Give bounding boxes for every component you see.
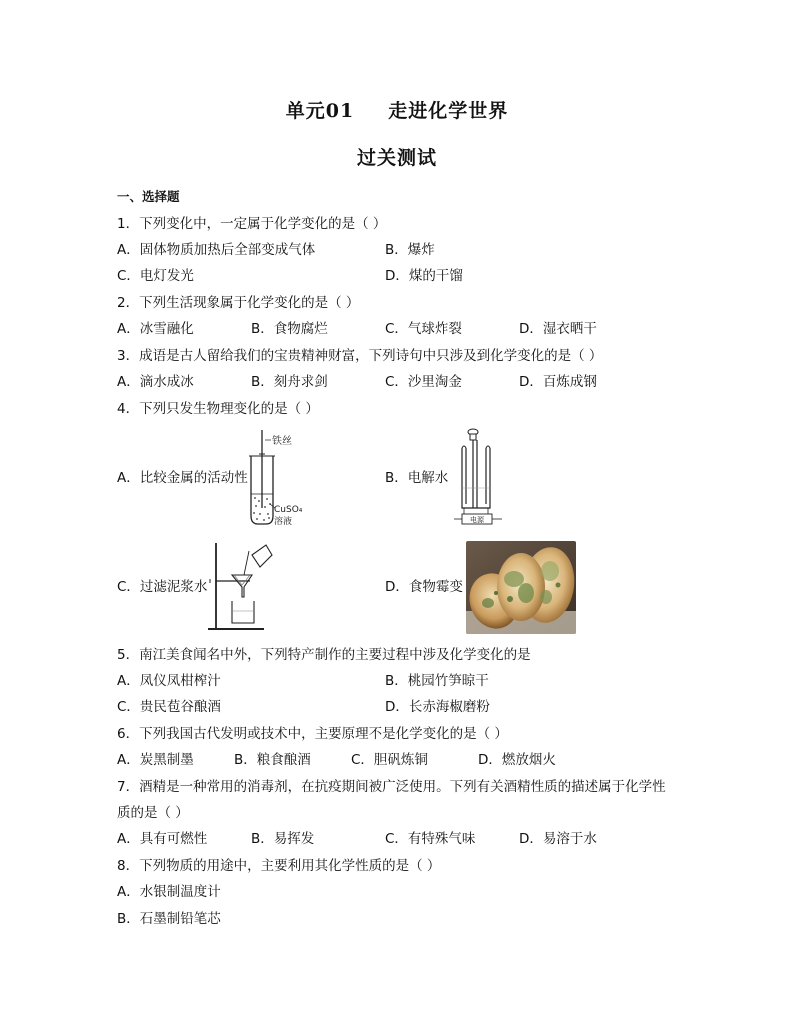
question-8-stem: 8．下列物质的用途中，主要利用其化学性质的是（ ） <box>117 858 441 874</box>
title-unit: 单元01 <box>285 100 355 122</box>
question-3-option-d: D．百炼成钢 <box>519 374 597 390</box>
question-8-option-b: B．石墨制铅笔芯 <box>117 911 221 927</box>
question-5-option-d: D．长赤海椒磨粉 <box>385 699 490 715</box>
question-3-stem: 3．成语是古人留给我们的宝贵精神财富，下列诗句中只涉及到化学变化的是（ ） <box>117 348 603 364</box>
question-1-stem: 1．下列变化中，一定属于化学变化的是（ ） <box>117 216 387 232</box>
question-2-option-d: D．湿衣晒干 <box>519 321 597 337</box>
question-5-option-a: A．凤仪凤柑榨汁 <box>117 673 221 689</box>
question-1-option-c: C．电灯发光 <box>117 268 194 284</box>
question-7-stem-line-1: 7．酒精是一种常用的消毒剂，在抗疫期间被广泛使用。下列有关酒精性质的描述属于化学性 <box>117 779 666 795</box>
question-2-option-b: B．食物腐烂 <box>251 321 328 337</box>
cuso4-label: CuSO₄ <box>274 505 303 515</box>
question-6-option-d: D．燃放烟火 <box>478 752 556 768</box>
electrolysis-figure <box>452 426 508 526</box>
question-4-option-c: C．过滤泥浆水 <box>117 579 208 595</box>
question-7-option-c: C．有特殊气味 <box>385 831 476 847</box>
question-7-option-b: B．易挥发 <box>251 831 315 847</box>
question-5-stem: 5．南江美食闻名中外，下列特产制作的主要过程中涉及化学变化的是 <box>117 647 531 663</box>
question-3-option-c: C．沙里淘金 <box>385 374 462 390</box>
question-6-option-a: A．炭黑制墨 <box>117 752 194 768</box>
page-subtitle: 过关测试 <box>356 147 437 169</box>
question-8-option-a: A．水银制温度计 <box>117 884 221 900</box>
question-1-option-a: A．固体物质加热后全部变成气体 <box>117 242 316 258</box>
question-5-option-b: B．桃园竹笋晾干 <box>385 673 489 689</box>
question-1-option-b: B．爆炸 <box>385 242 435 258</box>
question-4-option-a: A．比较金属的活动性 <box>117 470 248 486</box>
section-heading: 一、选择题 <box>117 189 180 204</box>
page-title <box>0 96 794 123</box>
question-1-option-d: D．煤的干馏 <box>385 268 463 284</box>
question-2-stem: 2．下列生活现象属于化学变化的是（ ） <box>117 295 360 311</box>
title-name: 走进化学世界 <box>388 100 509 122</box>
question-7-option-d: D．易溶于水 <box>519 831 597 847</box>
iron-wire-label: 铁丝 <box>272 436 292 447</box>
moldy-bread-image <box>466 541 576 634</box>
question-3-option-a: A．滴水成冰 <box>117 374 194 390</box>
question-2-option-c: C．气球炸裂 <box>385 321 462 337</box>
moldy-bread-photo <box>466 541 576 634</box>
test-tube-figure <box>243 428 311 528</box>
question-6-option-c: C．胆矾炼铜 <box>351 752 428 768</box>
question-3-option-b: B．刻舟求剑 <box>251 374 328 390</box>
question-6-stem: 6．下列我国古代发明或技术中，主要原理不是化学变化的是（ ） <box>117 726 508 742</box>
question-7-stem-line-2: 质的是（ ） <box>117 805 189 821</box>
power-label: 电源 <box>470 516 484 524</box>
solution-label: 溶液 <box>274 517 293 527</box>
filtration-figure <box>206 541 274 633</box>
question-4-option-d: D．食物霉变 <box>385 579 463 595</box>
question-4-stem: 4．下列只发生物理变化的是（ ） <box>117 401 319 417</box>
question-2-option-a: A．冰雪融化 <box>117 321 194 337</box>
question-6-option-b: B．粮食酿酒 <box>234 752 311 768</box>
question-5-option-c: C．贵民苞谷酿酒 <box>117 699 221 715</box>
question-7-option-a: A．具有可燃性 <box>117 831 208 847</box>
question-4-option-b: B．电解水 <box>385 470 449 486</box>
